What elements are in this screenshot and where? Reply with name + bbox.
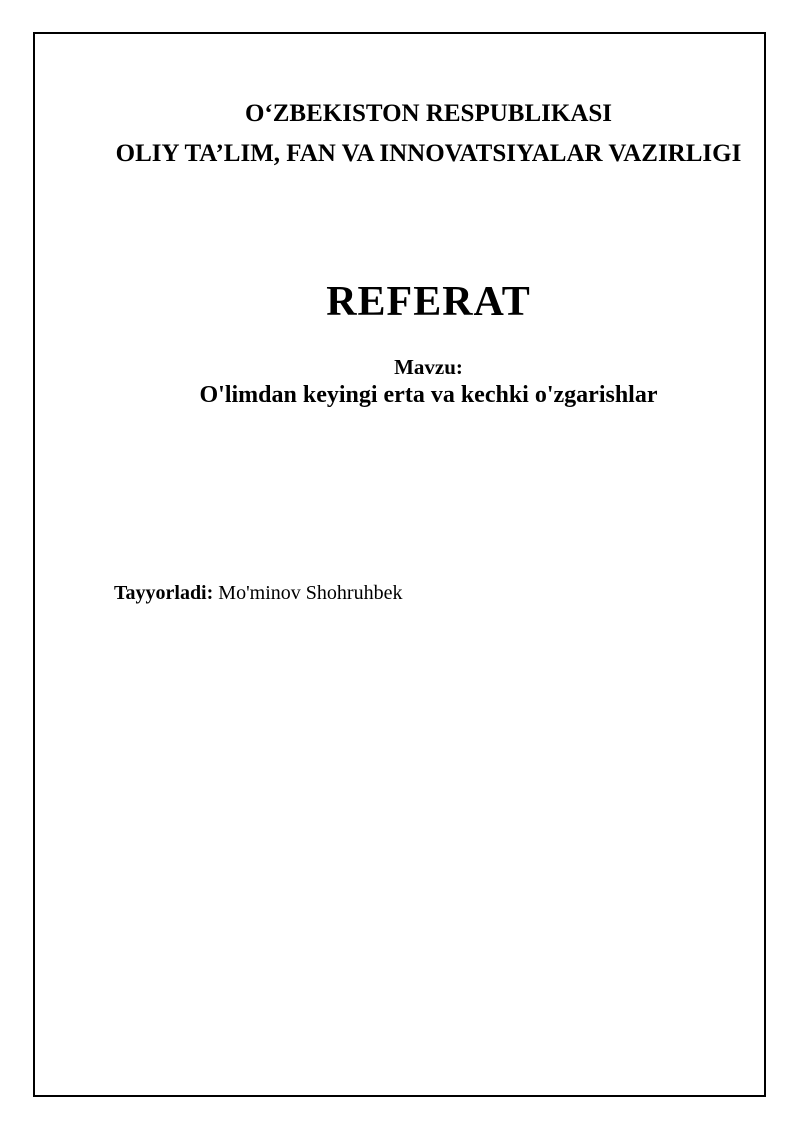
ministry-header-line2: OLIY TA’LIM, FAN VA INNOVATSIYALAR VAZIRLIGI	[115, 140, 742, 167]
prepared-label: Tayyorladi:	[114, 582, 214, 604]
topic-label: Mavzu:	[394, 355, 463, 379]
document-title: REFERAT	[326, 279, 531, 325]
ministry-header	[114, 94, 743, 174]
prepared-line	[114, 581, 402, 605]
ministry-header-line1: O‘ZBEKISTON RESPUBLIKASI	[244, 100, 613, 127]
topic-text: O'limdan keyingi erta va kechki o'zgarishlar	[199, 382, 658, 408]
page-border-frame	[33, 32, 766, 1097]
prepared-by-name: Mo'minov Shohruhbek	[218, 582, 403, 604]
